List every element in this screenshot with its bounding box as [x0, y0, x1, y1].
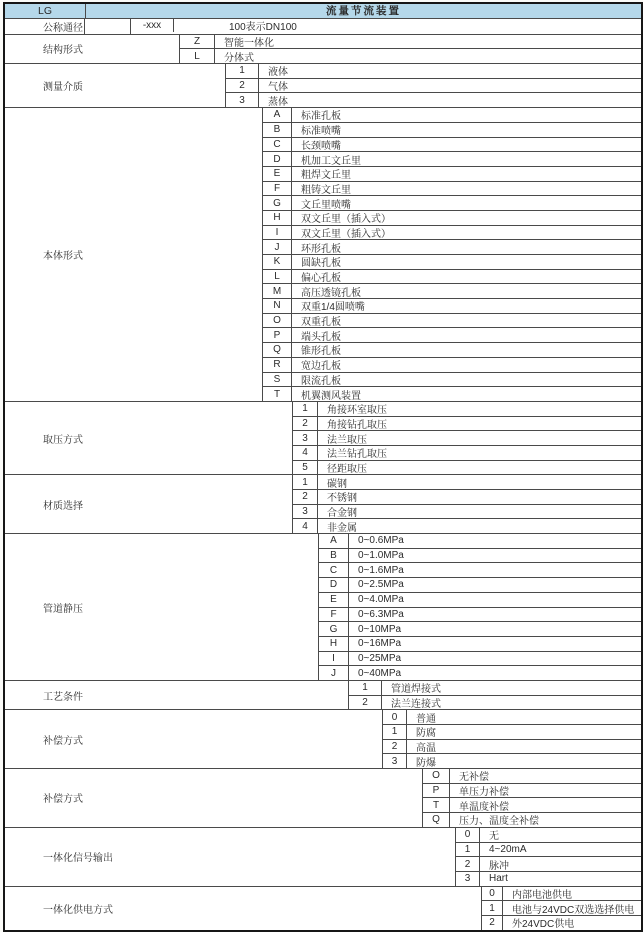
option-row: [293, 518, 641, 533]
section-label: 本体形式: [5, 108, 263, 401]
option-code: M: [263, 284, 292, 298]
option-row: [263, 122, 641, 137]
option-desc: 双文丘里（插入式）: [301, 214, 391, 225]
option-row: [293, 402, 641, 416]
option-row: [293, 504, 641, 519]
section-compensation-1: [5, 709, 641, 768]
option-code: A: [319, 534, 349, 548]
option-row: [226, 64, 641, 78]
option-desc: 无补偿: [459, 772, 489, 783]
option-row: [423, 769, 641, 783]
option-row: [263, 283, 641, 298]
option-row: [319, 548, 641, 563]
section-label: 一体化信号输出: [5, 828, 456, 886]
option-desc: Hart: [489, 873, 508, 885]
section-label: 补偿方式: [5, 710, 383, 768]
option-code: F: [263, 182, 292, 196]
option-code: 2: [456, 857, 480, 871]
option-code: 0: [482, 887, 503, 901]
option-code: G: [263, 196, 292, 210]
option-row: [319, 607, 641, 622]
option-code: 3: [293, 505, 318, 519]
option-row: [263, 342, 641, 357]
option-desc: 机翼测风装置: [301, 390, 361, 401]
option-row: [263, 151, 641, 166]
option-row: [263, 137, 641, 152]
option-code: 2: [293, 490, 318, 504]
option-row: [293, 475, 641, 489]
option-desc: 0~2.5MPa: [358, 579, 404, 591]
section-structure-type: [5, 34, 641, 63]
option-row: [482, 887, 641, 901]
option-desc: 限流孔板: [301, 375, 341, 387]
option-row: [383, 710, 641, 724]
option-code: N: [263, 299, 292, 313]
option-code: R: [263, 358, 292, 372]
option-row: [349, 681, 641, 695]
table-title: 流量节流装置: [326, 5, 401, 18]
section-pressure-tapping: [5, 401, 641, 474]
option-code: 3: [456, 872, 480, 886]
option-code: B: [263, 123, 292, 137]
option-row: [456, 871, 641, 886]
option-code: -xxx: [131, 19, 174, 33]
option-code: 1: [226, 64, 259, 78]
option-code: O: [263, 314, 292, 328]
option-code: 2: [293, 417, 318, 431]
option-code: J: [263, 240, 292, 254]
option-code: D: [319, 578, 349, 592]
option-code: S: [263, 373, 292, 387]
option-row: [293, 430, 641, 445]
option-code: P: [263, 328, 292, 342]
option-desc: 防腐: [416, 728, 436, 739]
option-desc: 粗铸文丘里: [301, 184, 351, 196]
model-selection-table: [3, 2, 643, 932]
option-code: 1: [349, 681, 382, 695]
option-desc: 锥形孔板: [301, 346, 341, 357]
option-row: [319, 621, 641, 636]
option-row: [319, 562, 641, 577]
option-code: 4: [293, 446, 318, 460]
option-desc: 防爆: [416, 757, 436, 769]
option-desc: 液体: [268, 67, 288, 78]
option-row: [263, 210, 641, 225]
option-row: [383, 739, 641, 754]
option-code: T: [263, 387, 292, 401]
option-row: [263, 357, 641, 372]
option-row: [263, 239, 641, 254]
option-code: O: [423, 769, 450, 783]
option-code: 1: [293, 475, 318, 489]
option-code: 3: [383, 754, 407, 768]
option-row: [319, 636, 641, 651]
option-code: C: [263, 138, 292, 152]
section-label: 取压方式: [5, 402, 293, 474]
option-desc: 碳钢: [327, 478, 347, 489]
option-row: [263, 269, 641, 284]
option-code: 2: [383, 740, 407, 754]
section-label: 补偿方式: [5, 769, 423, 827]
option-desc: 偏心孔板: [301, 273, 341, 284]
section-signal-output: [5, 827, 641, 886]
option-row: [263, 225, 641, 240]
option-code: 1: [482, 901, 503, 915]
option-code: F: [319, 608, 349, 622]
option-code: 3: [293, 431, 318, 445]
option-desc: 0~6.3MPa: [358, 608, 404, 620]
option-code: D: [263, 152, 292, 166]
option-desc: 100表示DN100: [229, 22, 297, 33]
option-code: G: [319, 622, 349, 636]
option-row: [293, 460, 641, 475]
option-code: H: [319, 637, 349, 651]
section-label: 工艺条件: [5, 681, 349, 709]
option-code: 2: [482, 916, 503, 930]
option-desc: 双重孔板: [301, 317, 341, 328]
option-desc: 法兰钻孔取压: [327, 449, 387, 460]
option-desc: 机加工文丘里: [301, 155, 361, 166]
option-row: [131, 19, 641, 33]
option-row: [383, 753, 641, 768]
option-desc: 双文丘里（插入式）: [301, 228, 391, 240]
option-row: [349, 695, 641, 710]
option-code: L: [180, 49, 215, 63]
spacer-cell: [85, 19, 131, 34]
option-code: J: [319, 666, 349, 680]
option-row: [226, 78, 641, 93]
option-desc: 圆缺孔板: [301, 258, 341, 269]
option-code: Z: [180, 35, 215, 49]
option-row: [456, 828, 641, 842]
option-desc: 无: [489, 831, 499, 842]
option-desc: 文丘里喷嘴: [301, 199, 351, 210]
option-row: [319, 534, 641, 548]
option-desc: 外24VDC供电: [512, 919, 575, 930]
option-code: K: [263, 255, 292, 269]
option-code: 2: [349, 696, 382, 710]
option-desc: 标准喷嘴: [301, 126, 341, 137]
option-desc: 法兰连接式: [391, 698, 441, 710]
option-row: [180, 35, 641, 49]
option-code: I: [319, 652, 349, 666]
option-row: [293, 416, 641, 431]
section-label: 一体化供电方式: [5, 887, 482, 930]
option-row: [180, 48, 641, 63]
section-label: 公称通径: [5, 19, 85, 34]
section-compensation-2: [5, 768, 641, 827]
option-code: E: [263, 167, 292, 181]
option-row: [383, 724, 641, 739]
option-code: Q: [263, 343, 292, 357]
section-nominal-diameter: [5, 18, 641, 34]
option-desc: 0~10MPa: [358, 623, 402, 635]
option-code: 4: [293, 519, 318, 533]
section-material-select: [5, 474, 641, 533]
option-desc: 气体: [268, 82, 288, 93]
option-desc: 4~20mA: [489, 843, 527, 855]
section-process-condition: [5, 680, 641, 709]
option-desc: 高温: [416, 743, 436, 754]
option-row: [319, 651, 641, 666]
option-desc: 合金钢: [327, 508, 357, 519]
model-prefix-cell: LG: [5, 4, 86, 18]
option-desc: 0~4.0MPa: [358, 594, 404, 606]
option-row: [263, 108, 641, 122]
section-label: 管道静压: [5, 534, 319, 680]
option-row: [263, 313, 641, 328]
option-row: [456, 842, 641, 857]
option-code: 1: [456, 843, 480, 857]
option-row: [423, 812, 641, 827]
option-desc: 蒸体: [268, 96, 288, 108]
option-desc: 0~25MPa: [358, 652, 402, 664]
option-code: 0: [383, 710, 407, 724]
option-row: [293, 445, 641, 460]
option-code: P: [423, 784, 450, 798]
option-desc: 高压透镜孔板: [301, 287, 361, 299]
option-code: 5: [293, 461, 318, 475]
section-body-type: [5, 107, 641, 401]
option-desc: 角接环室取压: [327, 405, 387, 416]
option-desc: 端头孔板: [301, 331, 341, 343]
option-row: [319, 592, 641, 607]
option-desc: 单温度补偿: [459, 801, 509, 813]
option-desc: 0~1.0MPa: [358, 550, 404, 562]
option-code: 0: [456, 828, 480, 842]
option-code: 3: [226, 93, 259, 107]
section-label: 材质选择: [5, 475, 293, 533]
option-desc: 非金属: [327, 522, 357, 534]
option-code: B: [319, 549, 349, 563]
option-code: I: [263, 226, 292, 240]
option-row: [263, 166, 641, 181]
option-desc: 0~0.6MPa: [358, 535, 404, 547]
section-measured-medium: [5, 63, 641, 107]
option-row: [423, 797, 641, 812]
option-code: A: [263, 108, 292, 122]
option-desc: 管道焊接式: [391, 684, 441, 695]
option-desc: 法兰取压: [327, 434, 367, 445]
option-desc: 0~1.6MPa: [358, 564, 404, 576]
section-power-supply: [5, 886, 641, 930]
option-desc: 普通: [416, 713, 436, 724]
option-code: C: [319, 563, 349, 577]
option-desc: 电池与24VDC双选选择供电: [512, 904, 635, 915]
option-row: [263, 195, 641, 210]
option-code: L: [263, 270, 292, 284]
option-code: Q: [423, 813, 450, 827]
option-desc: 0~40MPa: [358, 667, 402, 679]
option-code: H: [263, 211, 292, 225]
option-desc: 环形孔板: [301, 243, 341, 254]
option-desc: 脉冲: [489, 860, 509, 871]
option-row: [293, 489, 641, 504]
option-desc: 智能一体化: [224, 38, 274, 49]
option-row: [263, 386, 641, 401]
option-code: 1: [383, 725, 407, 739]
option-row: [482, 915, 641, 930]
option-row: [226, 92, 641, 107]
option-row: [423, 783, 641, 798]
option-row: [319, 665, 641, 680]
option-code: E: [319, 593, 349, 607]
section-label: 测量介质: [5, 64, 226, 107]
option-desc: 内部电池供电: [512, 889, 572, 901]
option-desc: 粗焊文丘里: [301, 170, 351, 181]
option-desc: 不锈钢: [327, 493, 357, 504]
option-code: T: [423, 798, 450, 812]
option-row: [482, 900, 641, 915]
option-row: [319, 577, 641, 592]
option-desc: 宽边孔板: [301, 361, 341, 372]
option-desc: 径距取压: [327, 463, 367, 475]
option-desc: 标准孔板: [301, 111, 341, 122]
option-row: [263, 254, 641, 269]
option-desc: 单压力补偿: [459, 787, 509, 798]
option-code: 2: [226, 79, 259, 93]
option-desc: 角接钻孔取压: [327, 419, 387, 431]
option-row: [263, 298, 641, 313]
option-code: 1: [293, 402, 318, 416]
option-row: [456, 856, 641, 871]
section-label: 结构形式: [5, 35, 180, 63]
option-row: [263, 181, 641, 196]
option-desc: 长颈喷嘴: [301, 140, 341, 152]
option-desc: 压力、温度全补偿: [459, 816, 539, 827]
section-static-pressure: [5, 533, 641, 680]
option-row: [263, 372, 641, 387]
table-header-row: [5, 4, 641, 18]
option-desc: 分体式: [224, 52, 254, 64]
option-desc: 0~16MPa: [358, 638, 402, 650]
option-desc: 双重1/4圆喷嘴: [301, 302, 365, 313]
option-row: [263, 327, 641, 342]
